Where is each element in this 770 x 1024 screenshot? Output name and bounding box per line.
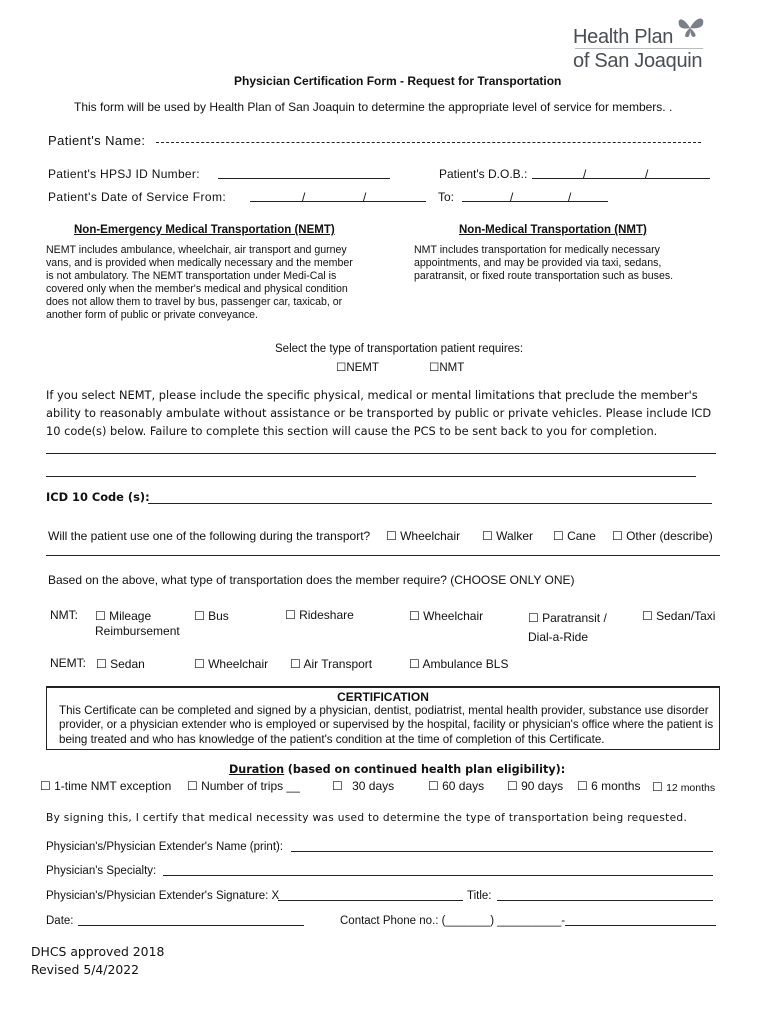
checkbox-icon: ☐	[96, 657, 111, 671]
checkbox-icon: ☐	[386, 529, 401, 543]
logo-line-1: Health Plan	[573, 26, 674, 48]
icd-code-label: ICD 10 Code (s):	[46, 490, 150, 504]
certification-title: CERTIFICATION	[337, 690, 429, 704]
duration-subheading: (based on continued health plan eligibility):	[287, 763, 566, 776]
sixty-days-label: 60 days	[442, 779, 485, 793]
dob-slash-1: /	[583, 167, 587, 181]
nemt-checkbox-label: NEMT	[346, 362, 379, 374]
rideshare-checkbox[interactable]	[285, 608, 354, 622]
checkbox-icon: ☐	[290, 657, 304, 671]
intro-text: This form will be used by Health Plan of San Joaquin to determine the appropriate level of service for members. .	[74, 100, 673, 114]
form-title: Physician Certification Form - Request for Transportation	[234, 74, 562, 88]
duration-heading	[229, 763, 565, 776]
certification-text: This Certificate can be completed and signed by a physician, dentist, podiatrist, mental health provider, substance use disorder provider, or a physician extender who is employed or supervised by the hospital, facility or physician's office where the patient is being treated and who has knowledge of the patient's condition at the time of completion of this Certificate.	[59, 704, 714, 746]
nemt-sedan-label: Sedan	[110, 657, 145, 671]
patient-dob-field[interactable]	[532, 178, 710, 179]
contact-phone-label: Contact Phone no.: (_______) __________-	[340, 915, 566, 927]
ninety-days-checkbox[interactable]	[507, 779, 563, 793]
cane-label: Cane	[567, 529, 596, 543]
physician-name-label: Physician's/Physician Extender's Name (print):	[46, 841, 284, 853]
title-label: Title:	[467, 890, 492, 902]
checkbox-icon: ☐	[553, 529, 568, 543]
title-field[interactable]	[497, 900, 713, 901]
physician-specialty-label: Physician's Specialty:	[46, 865, 157, 877]
thirty-days-label: 30 days	[352, 779, 395, 793]
limitations-line-2[interactable]	[46, 476, 696, 477]
signature-label: Physician's/Physician Extender's Signature: X	[46, 890, 280, 902]
patient-name-field[interactable]	[156, 142, 701, 143]
checkbox-icon: ☐	[642, 609, 657, 623]
other-describe-line[interactable]	[46, 555, 720, 556]
nmt-checkbox[interactable]	[429, 360, 464, 374]
air-transport-label: Air Transport	[303, 657, 373, 671]
checkbox-icon: ☐	[429, 362, 440, 374]
number-of-trips-checkbox[interactable]	[187, 779, 300, 793]
checkbox-icon: ☐	[285, 608, 300, 622]
physician-specialty-field[interactable]	[163, 875, 713, 876]
paratransit-checkbox[interactable]	[528, 609, 607, 647]
checkbox-icon: ☐	[194, 657, 209, 671]
patient-id-label: Patient's HPSJ ID Number:	[48, 167, 200, 181]
checkbox-icon: ☐	[577, 779, 592, 793]
bus-checkbox[interactable]	[194, 609, 229, 623]
date-label: Date:	[46, 915, 74, 927]
reimbursement-label: Reimbursement	[95, 624, 180, 638]
butterfly-icon	[675, 14, 707, 40]
bus-label: Bus	[208, 609, 229, 623]
dos-slash-1: /	[302, 190, 306, 204]
mileage-reimbursement-checkbox[interactable]	[95, 609, 180, 639]
select-type-prompt: Select the type of transportation patient requires:	[275, 343, 524, 355]
walker-checkbox[interactable]	[482, 529, 533, 543]
wheelchair-device-checkbox[interactable]	[386, 529, 460, 543]
patient-dob-label: Patient's D.O.B.:	[439, 167, 528, 181]
transport-question: Based on the above, what type of transportation does the member require? (CHOOSE ONLY ONE)	[48, 573, 575, 587]
nemt-wheelchair-label: Wheelchair	[208, 657, 269, 671]
nmt-wheelchair-label: Wheelchair	[423, 609, 484, 623]
nmt-checkbox-label: NMT	[439, 362, 465, 374]
nemt-description: NEMT includes ambulance, wheelchair, air transport and gurney vans, and is provided when medically necessary and the member is not ambulatory. The NEMT transportation under Medi-Cal is covered only when the member's medical and physical condition does not allow them to travel by bus, passenger car, taxicab, or another form of public or private conveyance.	[46, 244, 353, 322]
icd-code-label-text: ICD 10 Code (s)	[46, 490, 146, 504]
health-plan-logo	[571, 18, 721, 74]
nemt-instructions: If you select NEMT, please include the specific physical, medical or mental limitations that preclude the member's ability to reasonably ambulate without assistance or be transported by public or private vehicles. Please include ICD 10 code(s) below. Failure to complete this section will cause the PCS to be sent back to you for completion.	[46, 388, 712, 438]
other-device-checkbox[interactable]	[612, 529, 713, 543]
date-field[interactable]	[78, 925, 304, 926]
date-of-service-label: Patient's Date of Service From:	[48, 190, 227, 204]
six-months-checkbox[interactable]	[577, 779, 640, 793]
date-of-service-to-field[interactable]	[462, 201, 608, 202]
nemt-checkbox[interactable]	[336, 360, 379, 374]
checkbox-icon: ☐	[187, 779, 202, 793]
checkbox-icon: ☐	[612, 529, 627, 543]
nemt-wheelchair-checkbox[interactable]	[194, 657, 268, 671]
attestation-text: By signing this, I certify that medical necessity was used to determine the type of transportation being requested.	[46, 812, 688, 824]
nmt-options-label: NMT:	[50, 608, 78, 622]
to-slash-1: /	[510, 190, 514, 204]
nmt-description: NMT includes transportation for medically necessary appointments, and may be provided via taxi, sedans, paratransit, or fixed route transportation such as buses.	[414, 244, 674, 283]
checkbox-icon: ☐	[40, 779, 55, 793]
signature-field[interactable]	[278, 900, 463, 901]
logo-line-2: of San Joaquin	[573, 50, 703, 72]
ninety-days-label: 90 days	[521, 779, 564, 793]
ambulance-bls-checkbox[interactable]	[409, 657, 509, 671]
nmt-wheelchair-checkbox[interactable]	[409, 609, 483, 623]
physician-name-field[interactable]	[291, 851, 713, 852]
checkbox-icon: ☐	[482, 529, 497, 543]
icd-code-field[interactable]	[148, 503, 712, 504]
revised-date-text: Revised 5/4/2022	[31, 962, 139, 977]
nmt-heading: Non-Medical Transportation (NMT)	[459, 224, 647, 236]
twelve-months-label: 12 months	[666, 782, 716, 794]
walker-label: Walker	[496, 529, 533, 543]
checkbox-icon: ☐	[409, 609, 424, 623]
patient-id-field[interactable]	[218, 178, 390, 179]
checkbox-icon: ☐	[652, 780, 667, 794]
nemt-heading: Non-Emergency Medical Transportation (NEMT)	[74, 224, 335, 236]
dial-a-ride-label: Dial-a-Ride	[528, 630, 589, 644]
sedan-taxi-label: Sedan/Taxi	[656, 609, 716, 623]
thirty-days-checkbox[interactable]	[332, 779, 394, 793]
one-time-exception-checkbox[interactable]	[40, 779, 171, 793]
patient-name-label: Patient's Name:	[48, 133, 146, 148]
checkbox-icon: ☐	[528, 611, 543, 625]
rideshare-label: Rideshare	[299, 608, 354, 622]
checkbox-icon: ☐	[336, 362, 347, 374]
one-time-exception-label: 1-time NMT exception	[54, 779, 172, 793]
checkbox-icon: ☐	[409, 657, 423, 671]
nemt-options-label: NEMT:	[50, 656, 86, 670]
twelve-months-checkbox[interactable]	[652, 780, 715, 794]
cane-checkbox[interactable]	[553, 529, 596, 543]
duration-label: Duration	[229, 763, 285, 776]
six-months-label: 6 months	[591, 779, 641, 793]
sedan-taxi-checkbox[interactable]	[642, 609, 715, 623]
sixty-days-checkbox[interactable]	[428, 779, 484, 793]
to-slash-2: /	[568, 190, 572, 204]
logo-divider	[575, 48, 703, 49]
limitations-line-1[interactable]	[46, 453, 716, 454]
checkbox-icon: ☐	[428, 779, 443, 793]
number-of-trips-label: Number of trips __	[201, 779, 300, 793]
air-transport-checkbox[interactable]	[290, 657, 372, 671]
wheelchair-device-label: Wheelchair	[400, 529, 461, 543]
ambulance-bls-label: Ambulance BLS	[422, 657, 509, 671]
other-device-label: Other (describe)	[626, 529, 713, 543]
checkbox-icon: ☐	[507, 779, 522, 793]
checkbox-icon: ☐	[332, 779, 347, 793]
checkbox-icon: ☐	[95, 609, 110, 623]
date-of-service-to-label: To:	[438, 190, 455, 204]
mileage-label: Mileage	[109, 609, 152, 623]
dhcs-approved-text: DHCS approved 2018	[31, 944, 165, 959]
dob-slash-2: /	[645, 167, 649, 181]
paratransit-label: Paratransit /	[542, 611, 607, 625]
checkbox-icon: ☐	[194, 609, 209, 623]
devices-question: Will the patient use one of the following during the transport?	[48, 529, 371, 543]
dos-slash-2: /	[363, 190, 367, 204]
date-of-service-from-field[interactable]	[250, 201, 426, 202]
nemt-sedan-checkbox[interactable]	[96, 657, 145, 671]
certification-box	[46, 686, 720, 750]
contact-phone-field[interactable]	[565, 925, 716, 926]
